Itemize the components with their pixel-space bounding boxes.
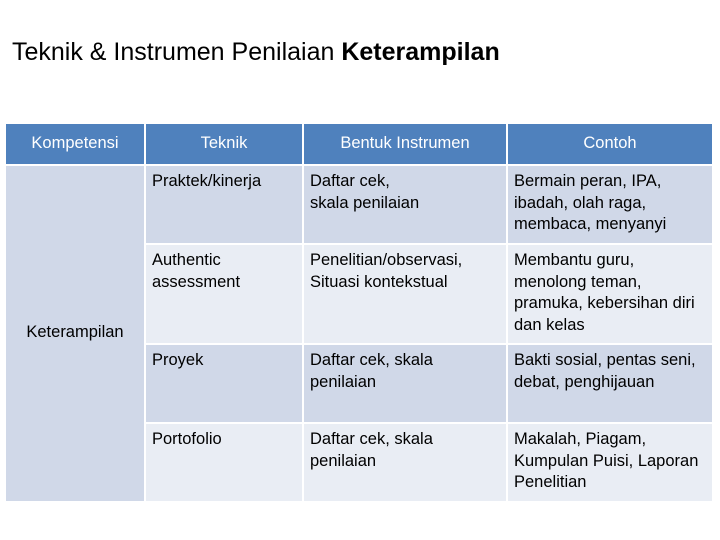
assessment-table [4,122,714,503]
teknik-cell: Authentic assessment [146,245,302,343]
title-normal: Teknik & Instrumen Penilaian [12,38,342,66]
header-teknik: Teknik [146,124,302,164]
teknik-cell: Proyek [146,345,302,422]
header-kompetensi: Kompetensi [6,124,144,164]
table-row [6,166,712,243]
instrumen-cell: Daftar cek, skala penilaian [304,166,506,243]
instrumen-cell: Penelitian/observasi, Situasi kontekstual [304,245,506,343]
header-contoh: Contoh [508,124,712,164]
contoh-cell: Membantu guru, menolong teman, pramuka, kebersihan diri dan kelas [508,245,712,343]
contoh-cell: Bermain peran, IPA, ibadah, olah raga, membaca, menyanyi [508,166,712,243]
teknik-cell: Portofolio [146,424,302,501]
instrumen-cell: Daftar cek, skala penilaian [304,424,506,501]
contoh-cell: Bakti sosial, pentas seni, debat, penghijauan [508,345,712,422]
teknik-cell: Praktek/kinerja [146,166,302,243]
title-bold: Keterampilan [341,38,500,66]
instrumen-cell: Daftar cek, skala penilaian [304,345,506,422]
header-bentuk-instrumen: Bentuk Instrumen [304,124,506,164]
table-header-row [6,124,712,164]
contoh-cell: Makalah, Piagam, Kumpulan Puisi, Laporan Penelitian [508,424,712,501]
page-title [12,38,500,67]
competency-cell: Keterampilan [6,166,144,501]
